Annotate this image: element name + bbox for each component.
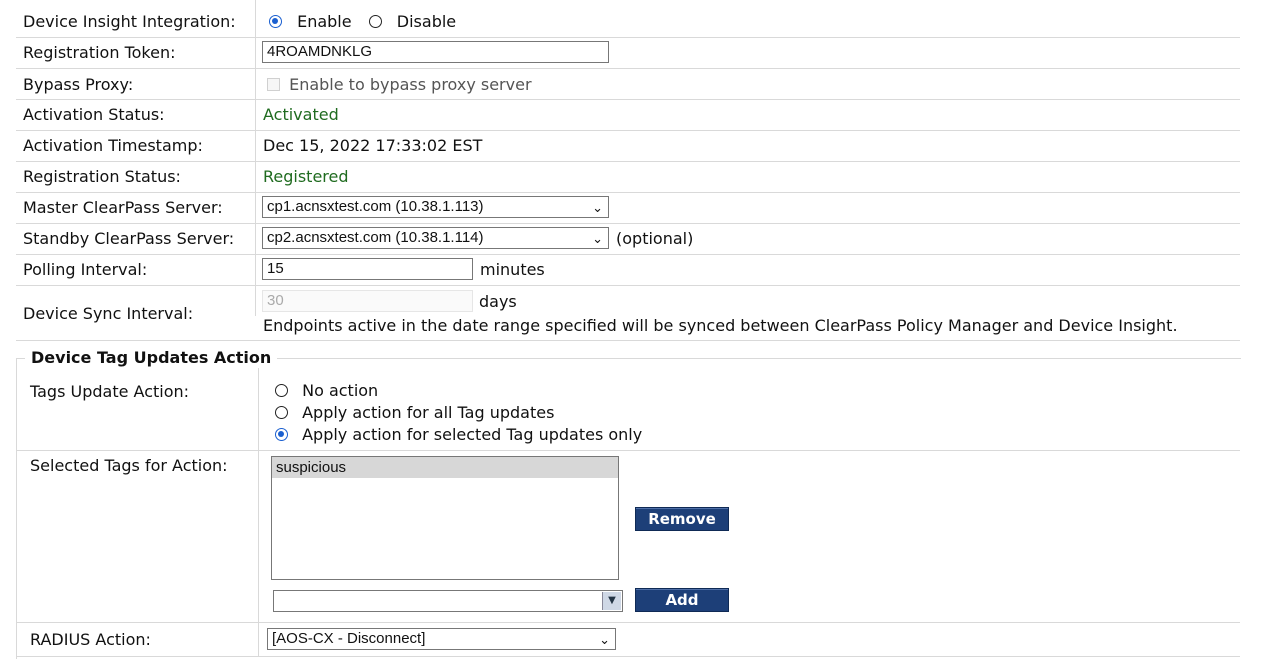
polling-input[interactable]: 15 [262, 258, 473, 280]
polling-unit: minutes [480, 260, 545, 279]
standby-server-value: cp2.acnsxtest.com (10.38.1.114) [267, 229, 484, 246]
bypass-checkbox[interactable] [267, 78, 280, 91]
enable-radio[interactable] [269, 15, 282, 28]
chevron-down-icon: ⌄ [592, 200, 603, 215]
row-token [16, 37, 1240, 69]
no-action-radio[interactable] [275, 384, 288, 397]
chevron-down-icon: ⌄ [599, 632, 610, 647]
bypass-text: Enable to bypass proxy server [289, 75, 532, 94]
all-tags-label: Apply action for all Tag updates [302, 403, 555, 422]
standby-server-label: Standby ClearPass Server: [23, 229, 235, 248]
row-device-sync-interval [16, 285, 1240, 341]
row-integration [16, 6, 1240, 38]
radius-action-label: RADIUS Action: [30, 630, 151, 649]
sync-label: Device Sync Interval: [23, 304, 194, 323]
enable-radio-group[interactable] [269, 12, 456, 31]
standby-optional-text: (optional) [616, 229, 694, 248]
row-master-server [16, 192, 1240, 224]
tag-option[interactable]: suspicious [272, 457, 618, 478]
all-tags-radio[interactable] [275, 406, 288, 419]
activation-timestamp-label: Activation Timestamp: [23, 136, 203, 155]
activation-status-value: Activated [263, 105, 339, 124]
row-bypass [16, 68, 1240, 100]
radius-action-select[interactable] [267, 628, 616, 650]
add-button[interactable]: Add [635, 588, 729, 612]
option-no-action[interactable] [275, 381, 378, 400]
row-standby-server [16, 223, 1240, 255]
bypass-option[interactable] [267, 75, 532, 94]
sync-unit: days [479, 292, 517, 311]
tags-update-label: Tags Update Action: [30, 382, 190, 401]
row-activation-status [16, 99, 1240, 131]
master-server-value: cp1.acnsxtest.com (10.38.1.113) [267, 198, 484, 215]
selected-tags-for-action-label: Selected Tags for Action: [30, 456, 228, 475]
row-registration-status [16, 161, 1240, 193]
selected-tags-radio[interactable] [275, 428, 288, 441]
sync-input[interactable]: 30 [262, 290, 473, 312]
chevron-down-icon: ⌄ [592, 231, 603, 246]
enable-label: Enable [297, 12, 352, 31]
registration-status-label: Registration Status: [23, 167, 181, 186]
disable-label: Disable [396, 12, 457, 31]
activation-timestamp-value: Dec 15, 2022 17:33:02 EST [263, 136, 483, 155]
row-selected-tags [17, 450, 1240, 623]
standby-server-select[interactable] [262, 227, 609, 249]
selected-tags-listbox[interactable] [271, 456, 619, 580]
radius-action-value: [AOS-CX - Disconnect] [272, 630, 426, 647]
polling-label: Polling Interval: [23, 260, 148, 279]
tag-select[interactable] [273, 590, 623, 612]
section-title: Device Tag Updates Action [25, 348, 277, 367]
activation-status-label: Activation Status: [23, 105, 165, 124]
selected-tags-label: Apply action for selected Tag updates only [302, 425, 643, 444]
integration-label: Device Insight Integration: [23, 12, 236, 31]
row-activation-timestamp [16, 130, 1240, 162]
row-radius-action [17, 622, 1240, 657]
row-tags-update-action [17, 378, 1240, 451]
bypass-label: Bypass Proxy: [23, 75, 134, 94]
no-action-label: No action [302, 381, 379, 400]
master-server-label: Master ClearPass Server: [23, 198, 223, 217]
option-all-tag-updates[interactable] [275, 403, 554, 422]
token-input[interactable]: 4ROAMDNKLG [262, 41, 609, 63]
row-polling-interval [16, 254, 1240, 286]
registration-status-value: Registered [263, 167, 349, 186]
remove-button[interactable]: Remove [635, 507, 729, 531]
token-label: Registration Token: [23, 43, 176, 62]
master-server-select[interactable] [262, 196, 609, 218]
dropdown-arrow-icon[interactable]: ▼ [602, 592, 621, 610]
option-selected-tag-updates[interactable] [275, 425, 642, 444]
sync-note: Endpoints active in the date range specified will be synced between ClearPass Policy Manager and Device Insight. [263, 316, 1178, 335]
disable-radio[interactable] [369, 15, 382, 28]
